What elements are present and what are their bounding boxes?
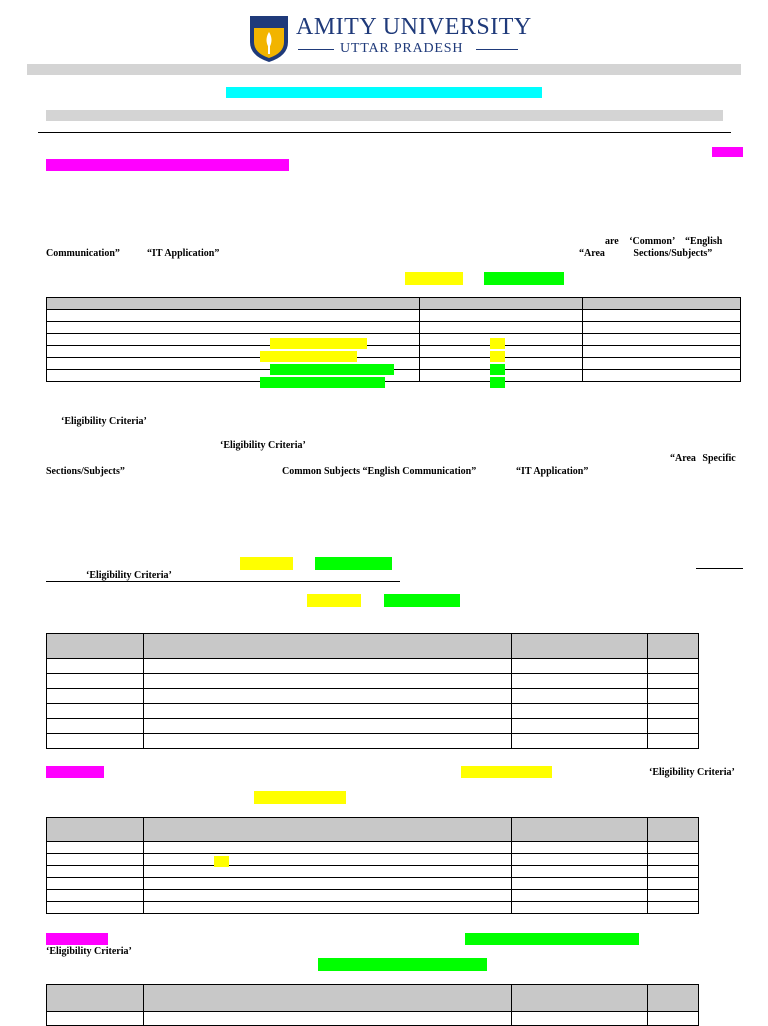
underline-left — [46, 581, 400, 582]
highlight-green-2 — [315, 557, 392, 570]
table-1-cell-green-a — [490, 364, 505, 375]
table-1-cell-yellow-a — [490, 338, 505, 349]
table-row — [47, 659, 699, 674]
table-3-cell-yellow — [214, 856, 229, 867]
location-line-left — [298, 49, 334, 50]
table-1-highlight-green-b — [260, 377, 385, 388]
text-eligibility-2: ‘Eligibility Criteria’ — [220, 440, 306, 451]
text-eligibility-4: ‘Eligibility Criteria’ — [649, 767, 735, 778]
table-row — [47, 310, 741, 322]
highlight-magenta-3 — [46, 766, 104, 778]
table-row — [47, 674, 699, 689]
text-communication: Communication” — [46, 248, 120, 259]
location-line-right — [476, 49, 518, 50]
table-1-highlight-green-a — [270, 364, 394, 375]
text-area-sections: “Area Sections/Subjects” — [579, 248, 713, 259]
highlight-green-3 — [384, 594, 460, 607]
table-row — [47, 878, 699, 890]
table-row — [47, 719, 699, 734]
highlight-magenta-4 — [46, 933, 108, 945]
highlight-yellow-1 — [405, 272, 463, 285]
table-2 — [46, 633, 699, 749]
text-sections-subjects: Sections/Subjects” — [46, 466, 125, 477]
text-it-application-2: “IT Application” — [516, 466, 589, 477]
highlight-magenta-1 — [712, 147, 743, 157]
text-are-common-english: are ‘Common’ “English — [605, 236, 723, 247]
highlight-yellow-5 — [254, 791, 346, 804]
table-1-highlight-yellow-b — [260, 351, 357, 362]
text-eligibility-3: ‘Eligibility Criteria’ — [86, 570, 172, 581]
table-row — [47, 866, 699, 878]
table-row — [47, 322, 741, 334]
table-row — [47, 890, 699, 902]
highlight-green-1 — [484, 272, 564, 285]
text-eligibility-5: ‘Eligibility Criteria’ — [46, 946, 132, 957]
table-row — [47, 346, 741, 358]
highlight-yellow-3 — [307, 594, 361, 607]
university-name: AMITY UNIVERSITY — [296, 14, 532, 40]
subtitle-gray-bar — [46, 110, 723, 121]
amity-shield-icon — [248, 14, 290, 64]
table-row — [47, 1012, 699, 1026]
top-divider — [38, 132, 731, 133]
table-3 — [46, 817, 699, 914]
text-area-specific: “Area Specific — [670, 453, 736, 464]
text-it-application: “IT Application” — [147, 248, 220, 259]
table-row — [47, 985, 699, 1012]
university-logo — [248, 14, 290, 64]
table-row — [47, 334, 741, 346]
highlight-yellow-2 — [240, 557, 293, 570]
table-row — [47, 298, 741, 310]
table-row — [47, 818, 699, 842]
table-row — [47, 854, 699, 866]
table-1-cell-green-b — [490, 377, 505, 388]
highlight-green-5 — [318, 958, 487, 971]
table-row — [47, 634, 699, 659]
table-1-cell-yellow-b — [490, 351, 505, 362]
text-common-subjects: Common Subjects “English Communication” — [282, 466, 477, 477]
underline-right — [696, 568, 743, 569]
highlight-magenta-2 — [46, 159, 289, 171]
table-1-highlight-yellow-a — [270, 338, 367, 349]
title-highlight — [226, 87, 542, 98]
table-4 — [46, 984, 699, 1026]
table-row — [47, 902, 699, 914]
table-row — [47, 689, 699, 704]
text-eligibility-1: ‘Eligibility Criteria’ — [61, 416, 147, 427]
highlight-yellow-4 — [461, 766, 552, 778]
header-gray-bar — [27, 64, 741, 75]
table-row — [47, 734, 699, 749]
highlight-green-4 — [465, 933, 639, 945]
table-row — [47, 704, 699, 719]
university-location: UTTAR PRADESH — [340, 41, 464, 56]
table-row — [47, 842, 699, 854]
